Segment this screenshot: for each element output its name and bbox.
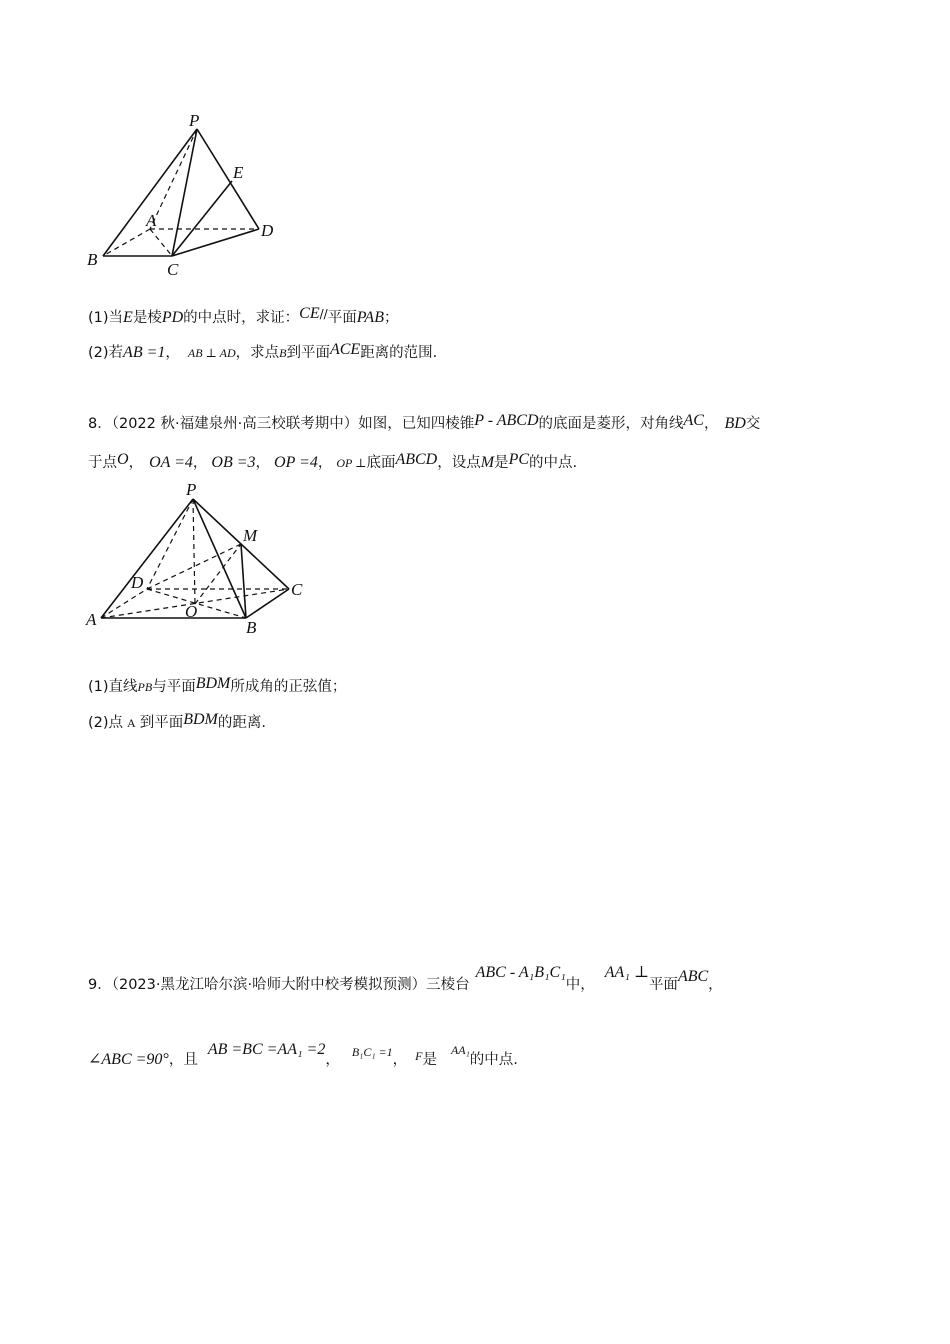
vertex-label-M: M bbox=[243, 526, 258, 545]
p7-question-2: (2)若AB =1， AB ⊥ AD，求点B到平面ACE距离的范围. bbox=[88, 341, 438, 361]
edge-PO-hidden bbox=[193, 499, 195, 604]
vertex-label-O: O bbox=[185, 602, 198, 621]
p8-question-1: (1)直线PB与平面BDM所成角的正弦值； bbox=[88, 675, 347, 695]
vertex-label-C: C bbox=[291, 580, 303, 599]
edge-PA bbox=[101, 499, 193, 618]
p8-statement-line-2: 于点O， OA =4， OB =3， OP =4， OP ⊥底面ABCD，设点M是PC的中点. bbox=[88, 451, 578, 471]
vertex-label-A: A bbox=[146, 211, 157, 230]
vertex-label-P: P bbox=[186, 480, 197, 499]
edge-PD-hidden bbox=[147, 499, 193, 589]
vertex-label-P: P bbox=[189, 111, 200, 130]
vertex-label-E: E bbox=[233, 163, 244, 182]
p8-question-2: (2)点 A 到平面BDM的距离. bbox=[88, 711, 266, 731]
vertex-label-C: C bbox=[167, 260, 179, 279]
vertex-label-A: A bbox=[86, 610, 97, 629]
edge-OM-hidden bbox=[195, 544, 241, 604]
p7-question-1: (1)当E是棱PD的中点时，求证：CE//平面PAB； bbox=[88, 305, 399, 326]
vertex-label-D: D bbox=[131, 573, 144, 592]
p9-statement-line-1: 9．（2023·黑龙江哈尔滨·哈师大附中校考模拟预测）三棱台ABC - A₁B₁C₁中，AA₁ ⊥平面ABC， bbox=[88, 964, 723, 993]
vertex-label-D: D bbox=[261, 221, 274, 240]
edge-AD-hidden bbox=[101, 589, 147, 618]
vertex-label-B: B bbox=[246, 618, 257, 637]
p9-statement-line-2: ∠ABC =90°，且AB =BC =AA₁ =2， $^{B_1C_1 =1}$， $^F$是$^{AA_1}$的中点. bbox=[88, 1041, 518, 1068]
p8-statement-line-1: 8．（2022 秋·福建泉州·高三校联考期中）如图，已知四棱锥P - ABCD的底面是菱形，对角线AC， BD交 bbox=[88, 412, 761, 432]
edge-BC bbox=[246, 589, 289, 618]
vertex-label-B: B bbox=[87, 250, 98, 269]
